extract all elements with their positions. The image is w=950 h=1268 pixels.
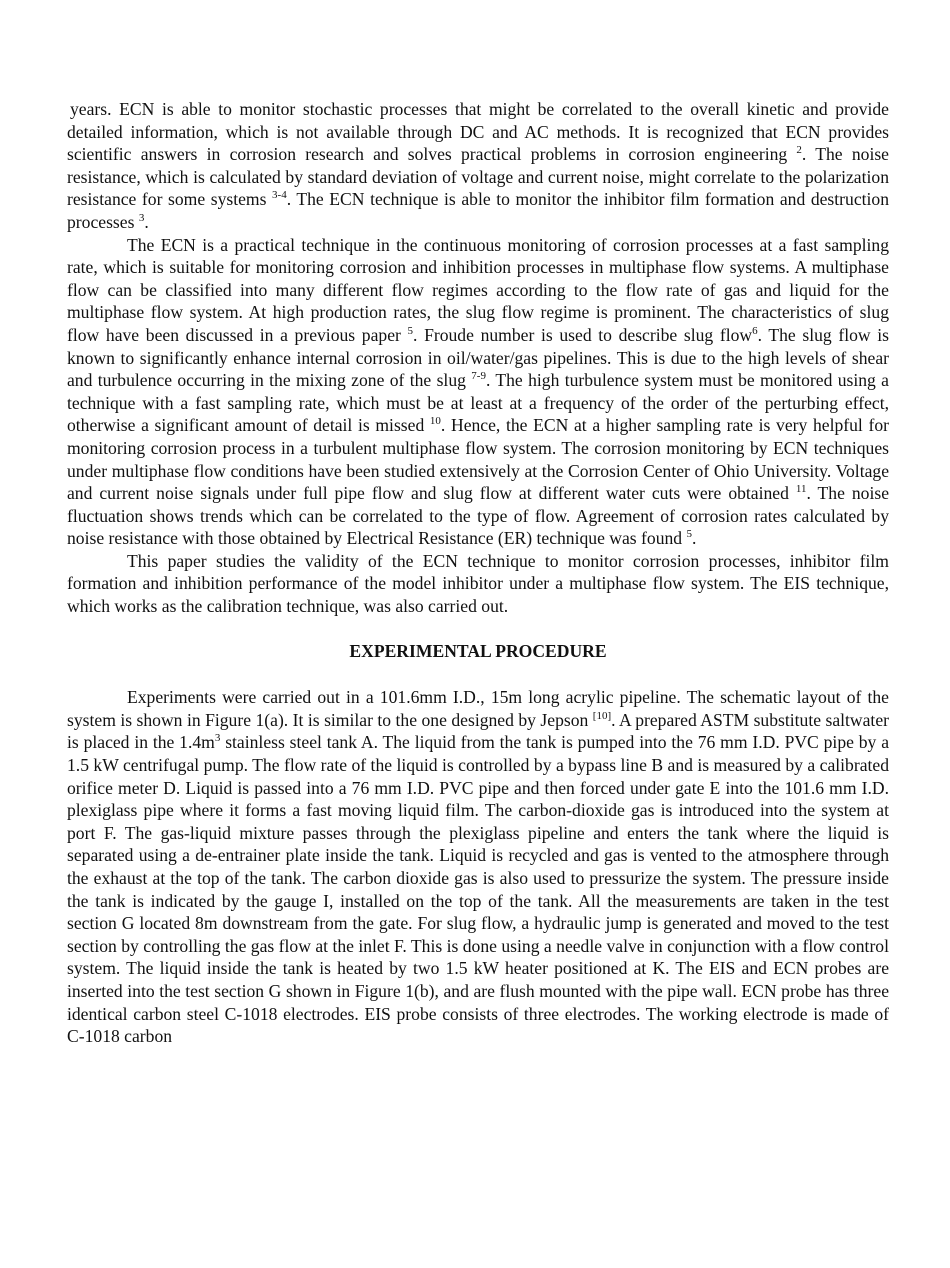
- section-heading-experimental-procedure: EXPERIMENTAL PROCEDURE: [349, 640, 607, 661]
- paragraph-multiphase-flow: [67, 234, 889, 550]
- citation-superscript: 3-4: [272, 189, 287, 202]
- body-text-run: Experiments were carried out in a 101.6mm I.D., 15m long acrylic pipeline. The schematic layout of the system is shown in Figure 1(a). It is similar to the one designed by Jepson: [67, 687, 889, 730]
- body-text-run: . The slug flow is known to significantly enhance internal corrosion in oil/water/gas pipelines. This is due to the high levels of shear and turbulence occurring in the mixing zone of the slug: [67, 324, 889, 391]
- body-text-run: .: [692, 528, 697, 549]
- body-text-run: . Froude number is used to describe slug flow: [413, 324, 753, 345]
- citation-superscript: 6: [752, 324, 758, 337]
- citation-superscript: 5: [407, 324, 414, 337]
- body-text-run: . Hence, the ECN at a higher sampling rate is very helpful for monitoring corrosion process in a turbulent multiphase flow system. The corrosion monitoring by ECN techniques under multiphase flow conditions have been studied extensively at the Corrosion Center of Ohio University. Voltage and current noise signals under full pipe flow and slug flow at different water cuts were obtained: [67, 415, 889, 504]
- citation-superscript: 5: [686, 528, 693, 541]
- body-text-run: . The high turbulence system must be monitored using a technique with a fast sampling rate, which must be at least at a frequency of the order of the perturbing effect, otherwise a significant amount of detail is missed: [67, 370, 889, 436]
- body-text-run: . A prepared ASTM substitute saltwater is placed in the 1.4m: [67, 709, 889, 753]
- body-text-run: . The ECN technique is able to monitor the inhibitor film formation and destruction processes: [67, 189, 890, 232]
- paragraph-experimental-setup: [67, 686, 889, 1048]
- document-page: [67, 98, 889, 1048]
- body-text-run: years. ECN is able to monitor stochastic processes that might be correlated to the overall kinetic and provide detailed information, which is not available through DC and AC methods. It is recognized that ECN provides scientific answers in corrosion research and solves practical problems in corrosion engineering: [67, 99, 889, 165]
- citation-superscript: 11: [795, 483, 807, 496]
- body-text-run: stainless steel tank A. The liquid from the tank is pumped into the 76 mm I.D. PVC pipe by a 1.5 kW centrifugal pump. The flow rate of the liquid is controlled by a bypass line B and is measured by a calibrated orifice meter D. Liquid is passed into a 76 mm I.D. PVC pipe and then forced under gate E into the 101.6 mm I.D. plexiglass pipe where it forms a fast moving liquid film. The carbon-dioxide gas is introduced into the system at port F. The gas-liquid mixture passes through the plexiglass pipeline and enters the tank where the liquid is separated using a de-entrainer plate inside the tank. Liquid is recycled and gas is vented to the atmosphere through the exhaust at the top of the tank. The carbon dioxide gas is also used to pressurize the system. The pressure inside the tank is indicated by the gauge I, installed on the top of the tank. All the measurements are taken in the test section G located 8m downstream from the gate. For slug flow, a hydraulic jump is generated and moved to the test section by controlling the gas flow at the inlet F. This is done using a needle valve in conjunction with a flow control system. The liquid inside the tank is heated by two 1.5 kW heater positioned at K. The EIS and ECN probes are inserted into the test section G shown in Figure 1(b), and are flush mounted with the pipe wall. ECN probe has three identical carbon steel C-1018 electrodes. EIS probe consists of three electrodes. The working electrode is made of C-1018 carbon: [67, 732, 889, 1047]
- citation-superscript: 3: [138, 211, 145, 224]
- citation-superscript: [10]: [592, 709, 612, 722]
- body-text-run: This paper studies the validity of the ECN technique to monitor corrosion processes, inhibitor film formation and inhibition performance of the model inhibitor under a multiphase flow system. The EIS technique, which works as the calibration technique, was also carried out.: [67, 550, 889, 617]
- citation-superscript: 3: [214, 732, 221, 745]
- paragraph-study-scope: [67, 550, 889, 618]
- citation-superscript: 2: [796, 144, 802, 157]
- citation-superscript: 10: [429, 415, 441, 428]
- body-text-run: . The noise fluctuation shows trends which can be correlated to the type of flow. Agreement of corrosion rates calculated by noise resistance with those obtained by Electrical Resistance (ER) technique was found: [67, 483, 889, 549]
- citation-superscript: 7-9: [471, 370, 486, 383]
- body-text-run: .: [144, 211, 149, 232]
- body-text-run: . The noise resistance, which is calculated by standard deviation of voltage and current noise, might correlate to the polarization resistance for some systems: [67, 144, 889, 210]
- body-text-run: The ECN is a practical technique in the continuous monitoring of corrosion processes at a fast sampling rate, which is suitable for monitoring corrosion and inhibition processes in multiphase flow systems. A multiphase flow can be classified into many different flow regimes according to the flow rate of gas and liquid for the multiphase flow system. At high production rates, the slug flow regime is prominent. The characteristics of slug flow have been discussed in a previous paper: [67, 234, 889, 345]
- intro-paragraph-ecn-capabilities: [67, 98, 889, 234]
